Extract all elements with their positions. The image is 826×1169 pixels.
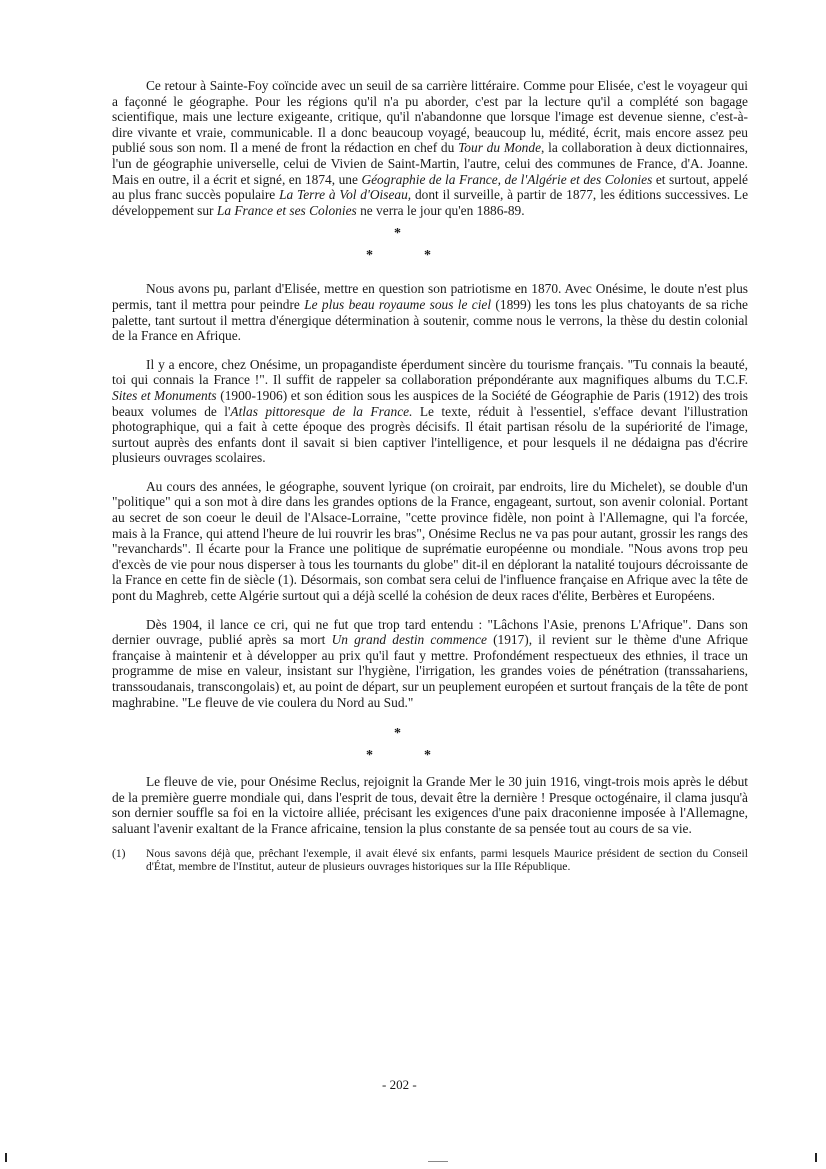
text-run: (1900-1906) et son édition sous les auspices de la Société de Géographie de Paris (1912) des trois beaux volumes de l' — [112, 387, 748, 419]
paragraph-4 — [112, 479, 748, 604]
separator-star: * — [424, 748, 431, 764]
separator-star: * — [366, 748, 373, 764]
italic-title: Le plus beau royaume sous le ciel — [304, 296, 492, 312]
text-run: , la collaboration à deux dictionnaires, l'un de géographie universelle, celui de Vivien de Saint-Martin, l'autre, celui des communes de France, d'A. Joanne. Mais en outre, il a écrit et signé, en 1874, une — [112, 140, 748, 187]
italic-title: Un grand destin commence — [331, 632, 487, 648]
paragraph-2 — [112, 281, 748, 343]
separator-star: * — [366, 248, 373, 264]
paragraph-1 — [112, 78, 748, 218]
scan-artifact — [428, 1161, 448, 1162]
text-run: Il y a encore, chez Onésime, un propagandiste éperdument sincère du tourisme français. "Tu connais la beauté, toi qui connais la France !". Il suffit de rappeler sa collaboration prépondérante aux magnifiques albums du T.C.F. — [112, 356, 748, 388]
scan-artifact — [5, 1153, 7, 1162]
text-run: Au cours des années, le géographe, souvent lyrique (on croirait, par endroits, lire du Michelet), se double d'un "politique" qui a son mot à dire dans les grandes options de la France, engageant, surtout, son avenir colonial. Portant au secret de son coeur le deuil de l'Alsace-Lorraine, "cette province fidèle, non point à l'Allemagne, qui l'a forcée, mais à la France, qui attend l'heure de lui rouvrir les bras", Onésime Reclus ne va pas pour autant, grossir les rangs des "revanchards". Il écarte pour la France une politique de suprématie européenne ou mondiale. "Nous avons trop peu d'excès de vie pour nous disperser à tous les tournants du globe" dit-il en déplorant la natalité toujours décroissante de la France en cette fin de siècle (1). Désormais, son combat sera celui de l'influence française en Afrique avec la tête de pont du Maghreb, cette Algérie surtout qui a déjà scellé la cohésion de deux races d'élite, Berbères et Européens. — [112, 478, 748, 604]
text-run: (1899) les tons les plus chatoyants de sa riche palette, tant surtout il mettra d'énergique détermination à soutenir, comme nous le verrons, la thèse du destin colonial de la France en Afrique. — [112, 296, 748, 344]
italic-title: La Terre à Vol d'Oiseau, — [279, 187, 412, 203]
text-run: (1917), il revient sur le thème d'une Afrique française à maintenir et à développer au prix qu'il faut y mettre. Profondément respectueux des ethnies, il trace un programme de mise en valeur, insistant sur l'hygiène, l'irrigation, les grandes voies de pénétration (transsahariens, transsoudanais, transcongolais) et, au point de départ, sur un peuplement européen et surtout français de la tête de pont maghrabine. "Le fleuve de vie coulera du Nord au Sud." — [112, 632, 748, 710]
scan-artifact — [815, 1153, 817, 1162]
text-run: Le fleuve de vie, pour Onésime Reclus, rejoignit la Grande Mer le 30 juin 1916, vingt-trois mois après le début de la première guerre mondiale qui, dans l'esprit de tous, devait être la dernière ! Presque octogénaire, il clama jusqu'à son dernier souffle sa foi en la victoire alliée, précisant les exigences d'une paix draconienne imposée à l'Allemagne, saluant l'avenir exaltant de la France africaine, tension la plus constante de sa pensée tout au cours de sa vie. — [112, 774, 748, 836]
italic-title: La France et ses Colonies — [216, 202, 357, 218]
text-run: dont il surveille, à partir de 1877, les éditions successives. Le développement sur — [112, 187, 749, 218]
footnote — [112, 847, 748, 874]
italic-title: Sites et Monuments — [112, 387, 217, 403]
footnote-text: Nous savons déjà que, prêchant l'exemple, il avait élevé six enfants, parmi lesquels Maurice président de section du Conseil d'État, membre de l'Institut, auteur de plusieurs ouvrages historiques sur la IIIe République. — [146, 846, 748, 873]
paragraph-5 — [112, 617, 748, 711]
separator-star: * — [424, 248, 431, 264]
page-number: - 202 - — [382, 1077, 417, 1092]
italic-title: Tour du Monde — [458, 140, 542, 156]
text-run: Nous avons pu, parlant d'Elisée, mettre en question son patriotisme en 1870. Avec Onésime, le doute n'est plus permis, tant il mettra pour peindre — [112, 281, 748, 312]
text-run: Ce retour à Sainte-Foy coïncide avec un seuil de sa carrière littéraire. Comme pour Elisée, c'est le voyageur qui a façonné le géographe. Pour les régions qu'il n'a pu aborder, c'est par la lecture qu'il a complété son bagage scientifique, mais une lecture exigeante, critique, qu'il n'abandonne que lorsque l'image est devenue sienne, c'est-à-dire vivante et vraie, communicable. Il a donc beaucoup voyagé, beaucoup lu, médité, écrit, mais encore assez peu publié sous son nom. Il a mené de front la rédaction en chef du — [112, 78, 748, 156]
text-run: et surtout, appelé au plus franc succès populaire — [112, 171, 748, 203]
section-separator-2 — [112, 718, 748, 774]
italic-title: Atlas pittoresque de la France. — [230, 403, 413, 419]
paragraph-6 — [112, 774, 748, 836]
text-run: Dès 1904, il lance ce cri, qui ne fut que trop tard entendu : "Lâchons l'Asie, prenons L'Afrique". Dans son dernier ouvrage, publié après sa mort — [112, 616, 748, 648]
separator-star: * — [394, 726, 401, 742]
text-run: ne verra le jour qu'en 1886-89. — [356, 202, 525, 218]
text-run: Le texte, réduit à l'essentiel, s'efface devant l'illustration photographique, qui a fait à cette époque des progrès décisifs. Il était partisan résolu de la supériorité de l'image, surtout auprès des enfants dont il savait si bien captiver l'intelligence, et pour lesquels il ne dédaigna pas d'écrire plusieurs ouvrages scolaires. — [112, 403, 748, 466]
paragraph-3 — [112, 357, 748, 466]
section-separator-1 — [112, 218, 748, 268]
italic-title: Géographie de la France, de l'Algérie et des Colonies — [361, 171, 653, 187]
separator-star: * — [394, 226, 401, 242]
footnote-mark: (1) — [112, 846, 126, 860]
document-body — [112, 78, 748, 873]
